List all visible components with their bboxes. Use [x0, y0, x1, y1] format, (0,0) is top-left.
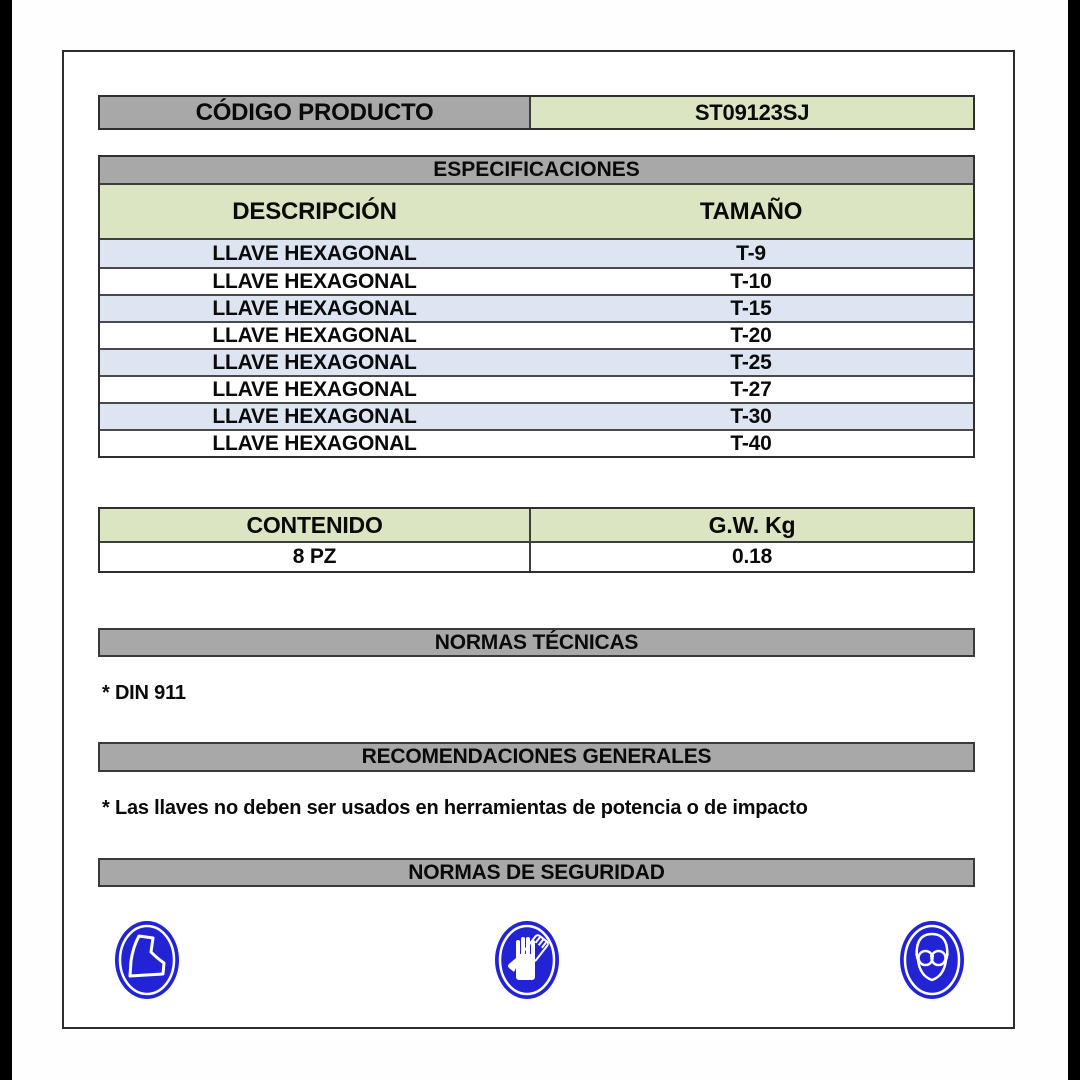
tamano-cell: T-9 [736, 241, 766, 265]
tamano-cell: T-27 [730, 377, 772, 401]
safety-boots-icon [114, 920, 180, 1000]
section-bar-normas-seguridad: NORMAS DE SEGURIDAD [98, 858, 975, 887]
product-code-label: CÓDIGO PRODUCTO [100, 97, 529, 128]
section-bar-recomendaciones: RECOMENDACIONES GENERALES [98, 742, 975, 772]
descripcion-cell: LLAVE HEXAGONAL [212, 431, 417, 455]
table-row [100, 375, 973, 402]
tamano-cell: T-30 [730, 404, 772, 428]
table-row [100, 348, 973, 375]
column-header-tamano: TAMAÑO [699, 197, 803, 225]
descripcion-cell: LLAVE HEXAGONAL [212, 296, 417, 320]
specifications-table [98, 155, 975, 458]
recomendaciones-note: * Las llaves no deben ser usados en herramientas de potencia o de impacto [102, 797, 808, 819]
column-header-descripcion: DESCRIPCIÓN [232, 197, 397, 225]
content-header-row [100, 509, 973, 543]
column-header-gw: G.W. Kg [529, 509, 973, 541]
descripcion-cell: LLAVE HEXAGONAL [212, 269, 417, 293]
left-edge-strip [0, 0, 12, 1080]
tamano-cell: T-15 [730, 296, 772, 320]
tamano-cell: T-25 [730, 350, 772, 374]
table-row [100, 429, 973, 456]
column-header-contenido: CONTENIDO [246, 511, 383, 538]
descripcion-cell: LLAVE HEXAGONAL [212, 404, 417, 428]
descripcion-cell: LLAVE HEXAGONAL [212, 241, 417, 265]
table-row [100, 402, 973, 429]
table-row [100, 267, 973, 294]
product-spec-sheet [62, 50, 1015, 1029]
table-row [100, 294, 973, 321]
descripcion-cell: LLAVE HEXAGONAL [212, 377, 417, 401]
right-edge-strip [1068, 0, 1080, 1080]
product-code-table [98, 95, 975, 130]
specifications-title: ESPECIFICACIONES [100, 157, 973, 185]
tamano-cell: T-10 [730, 269, 772, 293]
content-weight-table [98, 507, 975, 573]
tamano-cell: T-40 [730, 431, 772, 455]
gw-value: 0.18 [529, 543, 973, 571]
product-code-value: ST09123SJ [529, 97, 973, 128]
table-row [100, 321, 973, 348]
specifications-header-row [100, 185, 973, 240]
contenido-value: 8 PZ [292, 545, 337, 568]
safety-gloves-icon [494, 920, 560, 1000]
table-row [100, 240, 973, 267]
descripcion-cell: LLAVE HEXAGONAL [212, 350, 417, 374]
section-bar-normas-tecnicas: NORMAS TÉCNICAS [98, 628, 975, 657]
normas-tecnicas-note: * DIN 911 [102, 682, 186, 704]
safety-goggles-icon [899, 920, 965, 1000]
tamano-cell: T-20 [730, 323, 772, 347]
content-value-row [100, 543, 973, 571]
descripcion-cell: LLAVE HEXAGONAL [212, 323, 417, 347]
